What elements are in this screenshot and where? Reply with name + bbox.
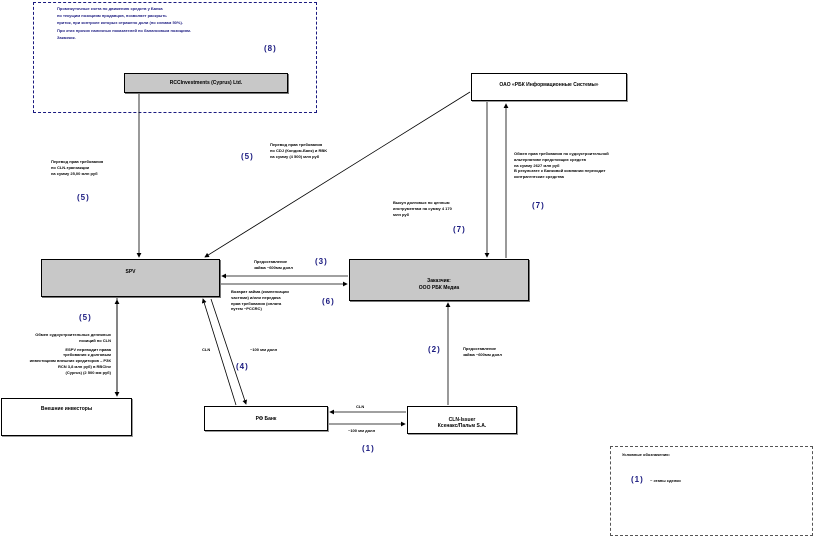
step-number-4: (4) (236, 362, 249, 371)
step-number-7a: (7) (532, 201, 545, 210)
label-line: путем ~PCCRC) (231, 306, 262, 312)
step-number-5b: (5) (241, 152, 254, 161)
node-zakazchik-line1: Заказчик: (427, 278, 451, 284)
node-cln-line1: CLN-Issuer (448, 416, 476, 423)
note-line: по текущим позициям продавцов, позволяет раскрыть (57, 13, 167, 19)
label-line: Обмен прав требования по судоустроительной (514, 151, 609, 156)
label-line: Возврат займа (компенсации (231, 289, 289, 294)
label-line: на сумму (4 500) млн руб (270, 153, 320, 159)
legend-number: (1) (631, 475, 644, 484)
label-line: В результате к Банковой компании переходит (514, 168, 606, 174)
step-number-3: (3) (315, 257, 328, 266)
label-line: частями) и/или передача (231, 294, 281, 300)
label-6 (231, 289, 323, 312)
label-line: Предоставление (254, 259, 288, 264)
label-line: ESPV переводит права (65, 346, 111, 352)
label-line: Обмен судоустроительных денежных (35, 332, 111, 337)
label-line: (Cyprus) (2 500 мм руб) (65, 369, 111, 375)
label-5b (270, 142, 365, 159)
label-5a (51, 159, 131, 176)
label-line: требования к долговым (63, 352, 111, 358)
label-cln-bottom: CLN (356, 404, 365, 409)
note-line: При этих прочих наличных показателей по балансовым позициям. (57, 27, 192, 33)
label-2 (463, 346, 523, 358)
step-number-6: (6) (322, 297, 335, 306)
note-line: Заказчик. (57, 34, 76, 40)
legend-title: Условные обозначения: (622, 452, 670, 457)
node-oao-label: ОАО «РБК Информационные Системы» (499, 82, 599, 88)
label-7a (514, 151, 644, 180)
arrow-spv-bank (211, 299, 246, 404)
node-rcc-label: RCCInvestments (Cyprus) Ltd. (169, 80, 243, 86)
label-line: по CLN-транзакции (51, 164, 90, 170)
label-line: Предоставление (463, 346, 497, 351)
step-number-5c: (5) (79, 313, 92, 322)
label-line: контрагентские средства (514, 174, 564, 180)
label-line: займа ~600мм долл (463, 351, 502, 357)
step-number-1: (1) (362, 444, 375, 453)
label-line: инвестициям внешних кредиторов – РЗК (29, 358, 111, 364)
label-line: Перевод прав требования (51, 159, 104, 164)
label-line: на сумму 25,00 млн руб (51, 170, 98, 176)
step-number-7b: (7) (453, 225, 466, 234)
label-amount-bottom: ~100 мм долл (348, 428, 376, 433)
label-cln-left: CLN (202, 347, 211, 352)
note-line: приток, при контроле которых отражено доли (по схемам 50%). (57, 20, 183, 26)
legend-text: ~ этапы сделки (650, 478, 681, 483)
label-line: позиций по CLN (79, 337, 111, 343)
step-number-5a: (5) (77, 193, 90, 202)
label-line: RCN 3,8 млн руб) в RBCInv (57, 363, 111, 369)
label-3 (254, 259, 314, 271)
label-line: прав требования (оплата (231, 300, 282, 306)
step-number-2: (2) (428, 345, 441, 354)
label-line: Выкуп долговых по ценным (393, 200, 450, 205)
label-line: по CDJ (Кондом-Банк) и RBK (270, 147, 328, 153)
label-5c (21, 332, 111, 376)
arrow-oao-spv (205, 92, 470, 257)
label-line: на сумму 2627 млн руб (514, 162, 560, 168)
label-7b (393, 200, 478, 217)
label-line: млн руб (393, 211, 410, 217)
label-line: займа ~600мм долл (254, 264, 293, 270)
node-rf-bank-label: РФ Банк (255, 416, 277, 422)
node-external-investors-label: Внешние инвесторы (40, 406, 93, 412)
label-line: альтернативе предстоящих средств (514, 156, 586, 162)
label-amount-right: ~100 мм долл (250, 347, 278, 352)
step-number-8: (8) (264, 44, 277, 53)
label-line: инструментам на сумму 4 170 (393, 205, 452, 211)
node-spv-label: SPV (125, 269, 136, 275)
label-line: Перевод прав требования (270, 142, 323, 147)
note-line: Промежуточные счета по движению средств у Банка (57, 6, 163, 11)
node-zakazchik-line2: ООО РБК Медиа (418, 284, 460, 291)
node-cln-line2: Ксенакс/Пальм S.A. (437, 423, 487, 429)
